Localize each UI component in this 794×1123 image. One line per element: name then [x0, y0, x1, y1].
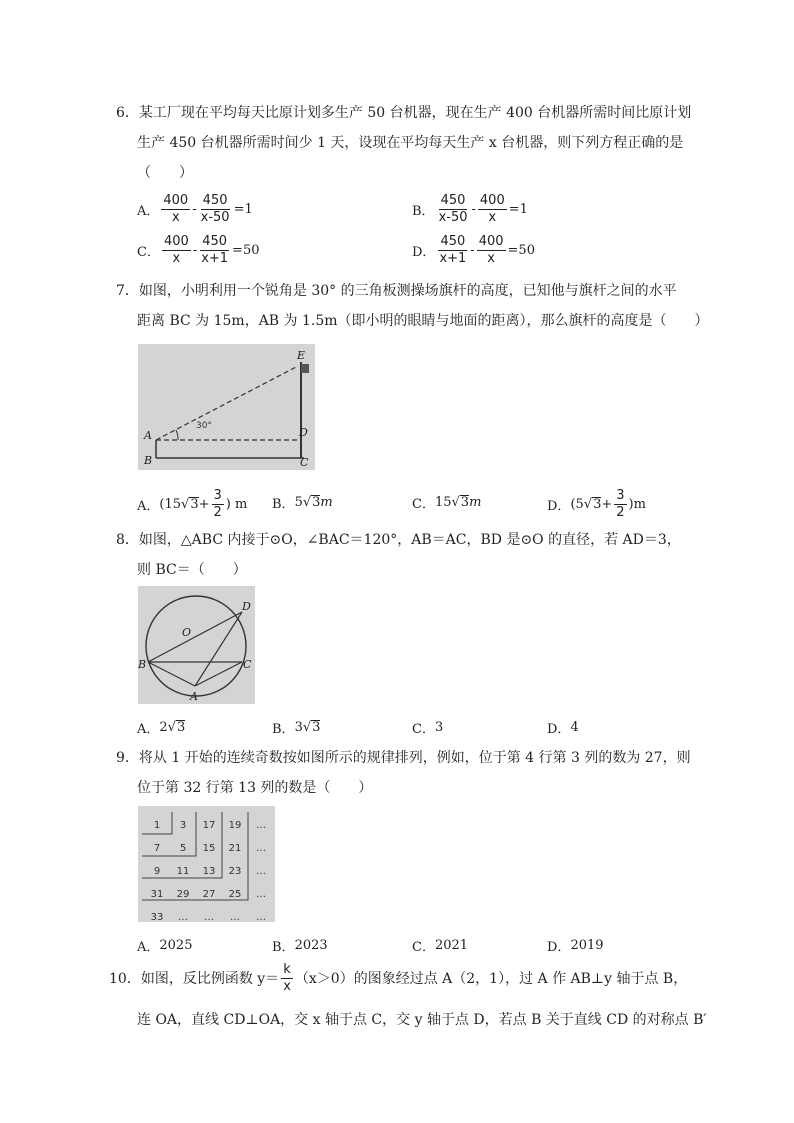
label-c: C: [300, 456, 309, 469]
q7-option-b[interactable]: B． 5 √ 3 m: [272, 495, 333, 512]
flagpole-diagram: [138, 344, 315, 470]
q7-figure: [138, 344, 315, 470]
diameter-bd: [148, 612, 242, 662]
q7-option-c[interactable]: C． 15 √ 3 m: [412, 495, 482, 512]
label-b: B: [138, 658, 147, 671]
fraction: $\frac{450}{x+1}$: [439, 234, 467, 266]
q7-option-a[interactable]: A． (15 √ 3 + $\frac{3}{2}$ ) m: [137, 488, 248, 520]
q10-stem-line1: 10．如图，反比例函数 y＝ $\frac{k}{x}$ （x＞0）的图象经过点 A（2，1），过 A 作 AB⊥y 轴于点 B，: [109, 962, 688, 994]
q6-option-a[interactable]: A． $\frac{400}{x}$ - $\frac{450}{x-50}$ =1: [137, 193, 253, 225]
q6-stem-line2: 生产 450 台机器所需时间少 1 天，设现在平均每天生产 x 台机器，则下列方程正确的是: [137, 135, 684, 151]
angle-arc: [176, 430, 178, 440]
table-row: 9 11 13 23 …: [153, 866, 266, 877]
circle-o: [146, 596, 246, 696]
circle-diagram: [138, 586, 255, 704]
chord-ad: [195, 612, 242, 686]
label-b: B: [144, 454, 153, 467]
q8-option-d[interactable]: D． 4: [547, 720, 579, 737]
flag: [301, 364, 309, 373]
fraction: $\frac{450}{x+1}$: [201, 234, 229, 266]
fraction: $\frac{3}{2}$: [213, 488, 222, 520]
q9-option-b[interactable]: B． 2023: [272, 938, 328, 955]
table-row: 7 5 15 21 …: [153, 843, 266, 854]
fraction: $\frac{400}{x}$: [478, 234, 504, 266]
q9-stem-line1: 9．将从 1 开始的连续奇数按如图所示的规律排列，例如，位于第 4 行第 3 列的数为 27，则: [116, 750, 691, 766]
table-row: 31 29 27 25 …: [150, 889, 266, 900]
q9-option-a[interactable]: A． 2025: [137, 938, 193, 955]
q6-option-d[interactable]: D． $\frac{450}{x+1}$ - $\frac{400}{x}$ =50: [412, 234, 535, 266]
label-d: D: [299, 426, 308, 439]
q8-figure: [138, 586, 255, 704]
q7-option-d[interactable]: D． (5 √ 3 + $\frac{3}{2}$ )m: [547, 488, 646, 520]
table-row: 1 3 17 19 …: [153, 820, 266, 831]
label-c: C: [243, 658, 252, 671]
q9-stem-line2: 位于第 32 行第 13 列的数是（ ）: [137, 780, 373, 796]
q9-figure: [138, 806, 275, 922]
q6-stem-line3: （ ）: [137, 165, 193, 181]
q8-stem-line1: 8．如图，△ABC 内接于⊙O，∠BAC＝120°，AB＝AC，BD 是⊙O 的直径，若 AD＝3，: [116, 532, 681, 548]
angle-label: 30°: [196, 421, 212, 431]
q8-option-c[interactable]: C． 3: [412, 720, 444, 737]
fraction: $\frac{400}{x}$: [163, 234, 189, 266]
line-ae: [156, 366, 298, 440]
table-row: 33 … … … …: [150, 912, 266, 923]
q10-stem-line2: 连 OA，直线 CD⊥OA，交 x 轴于点 C，交 y 轴于点 D，若点 B 关于直线 CD 的对称点 B′: [137, 1012, 707, 1028]
fraction: $\frac{400}{x}$: [479, 193, 505, 225]
fraction: $\frac{3}{2}$: [616, 488, 625, 520]
fraction: $\frac{450}{x-50}$: [438, 193, 468, 225]
q8-option-b[interactable]: B． 3 √ 3: [272, 720, 321, 737]
q6-option-c[interactable]: C． $\frac{400}{x}$ - $\frac{450}{x+1}$ =50: [137, 234, 260, 266]
fraction: $\frac{400}{x}$: [163, 193, 189, 225]
label-d: D: [242, 600, 251, 613]
q7-stem-line2: 距离 BC 为 15m，AB 为 1.5m（即小明的眼睛与地面的距离），那么旗杆的高度是（ ）: [137, 313, 709, 329]
q9-option-d[interactable]: D． 2019: [547, 938, 604, 955]
q6-option-b[interactable]: B． $\frac{450}{x-50}$ - $\frac{400}{x}$ =1: [412, 193, 528, 225]
q9-option-c[interactable]: C． 2021: [412, 938, 469, 955]
label-a: A: [190, 690, 198, 703]
q8-stem-line2: 则 BC＝（ ）: [137, 562, 247, 578]
fraction: $\frac{450}{x-50}$: [200, 193, 230, 225]
q6-stem-line1: 6．某工厂现在平均每天比原计划多生产 50 台机器，现在生产 400 台机器所需时间比原计划: [116, 105, 692, 121]
label-a: A: [144, 429, 152, 442]
label-o: O: [182, 626, 192, 639]
q8-option-a[interactable]: A． 2 √ 3: [137, 720, 186, 737]
label-e: E: [297, 349, 306, 362]
q7-stem-line1: 7．如图，小明利用一个锐角是 30° 的三角板测操场旗杆的高度，已知他与旗杆之间的水平: [116, 283, 677, 299]
fraction: $\frac{k}{x}$: [283, 962, 291, 994]
odd-number-table: [144, 814, 274, 929]
